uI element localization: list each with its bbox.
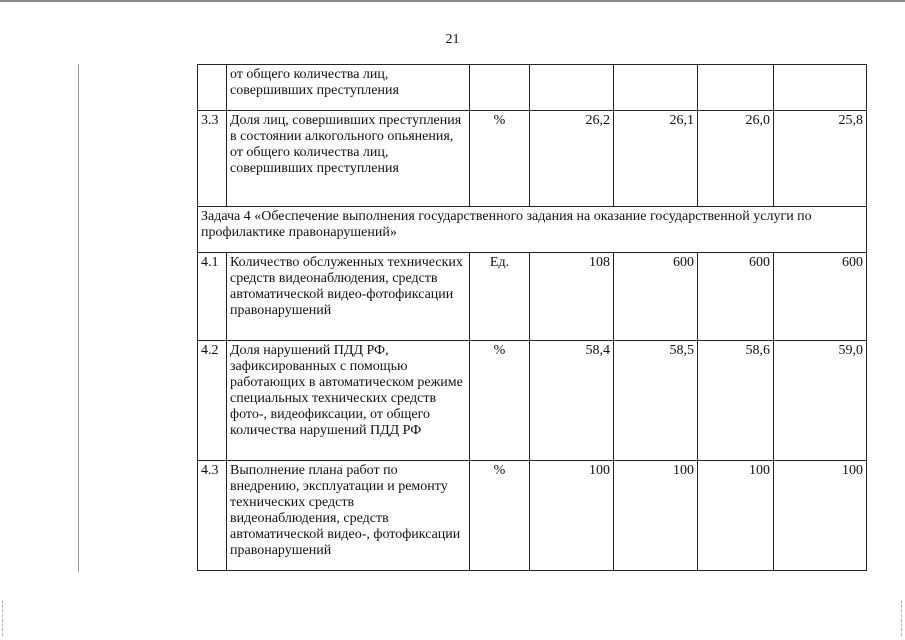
row-number (198, 65, 227, 111)
value-cell: 100 (698, 461, 774, 571)
value-cell: 100 (530, 461, 614, 571)
value-cell (614, 65, 698, 111)
value-cell: 58,5 (614, 341, 698, 461)
value-cell (698, 65, 774, 111)
value-cell: 108 (530, 253, 614, 341)
indicator-name: Доля лиц, совершивших преступления в состоянии алкогольного опьянения, от общего количества лиц, совершивших преступления (227, 111, 470, 207)
table-row (198, 461, 867, 571)
value-cell: 26,2 (530, 111, 614, 207)
left-edge-dots (2, 600, 4, 636)
unit-cell: % (470, 341, 530, 461)
value-cell: 600 (698, 253, 774, 341)
task-heading: Задача 4 «Обеспечение выполнения государственного задания на оказание государственной услуги по профилактике правонарушений» (198, 207, 867, 253)
top-border-line (0, 0, 905, 2)
value-cell: 100 (614, 461, 698, 571)
value-cell (530, 65, 614, 111)
value-cell: 58,6 (698, 341, 774, 461)
indicator-name: от общего количества лиц, совершивших преступления (227, 65, 470, 111)
value-cell: 600 (614, 253, 698, 341)
value-cell (774, 65, 867, 111)
row-number: 4.2 (198, 341, 227, 461)
value-cell: 58,4 (530, 341, 614, 461)
value-cell: 25,8 (774, 111, 867, 207)
value-cell: 100 (774, 461, 867, 571)
row-number: 3.3 (198, 111, 227, 207)
left-margin-line (78, 64, 79, 572)
table-row (198, 341, 867, 461)
page-number: 21 (445, 32, 460, 47)
unit-cell (470, 65, 530, 111)
task-row (198, 207, 867, 253)
indicator-name: Количество обслуженных технических средств видеонаблюдения, средств автоматической видео-фотофиксации правонарушений (227, 253, 470, 341)
row-number: 4.1 (198, 253, 227, 341)
row-number: 4.3 (198, 461, 227, 571)
right-edge-dots (901, 600, 903, 636)
table-row (198, 253, 867, 341)
value-cell: 600 (774, 253, 867, 341)
unit-cell: % (470, 111, 530, 207)
indicator-name: Доля нарушений ПДД РФ, зафиксированных с помощью работающих в автоматическом режиме специальных технических средств фото-, видеофиксации, от общего количества нарушений ПДД РФ (227, 341, 470, 461)
table-row (198, 111, 867, 207)
indicator-table (197, 64, 867, 571)
value-cell: 26,1 (614, 111, 698, 207)
value-cell: 26,0 (698, 111, 774, 207)
unit-cell: % (470, 461, 530, 571)
unit-cell: Ед. (470, 253, 530, 341)
value-cell: 59,0 (774, 341, 867, 461)
indicator-name: Выполнение плана работ по внедрению, эксплуатации и ремонту технических средств видеонаблюдения, средств автоматической видео-, фотофиксации правонарушений (227, 461, 470, 571)
table-row (198, 65, 867, 111)
